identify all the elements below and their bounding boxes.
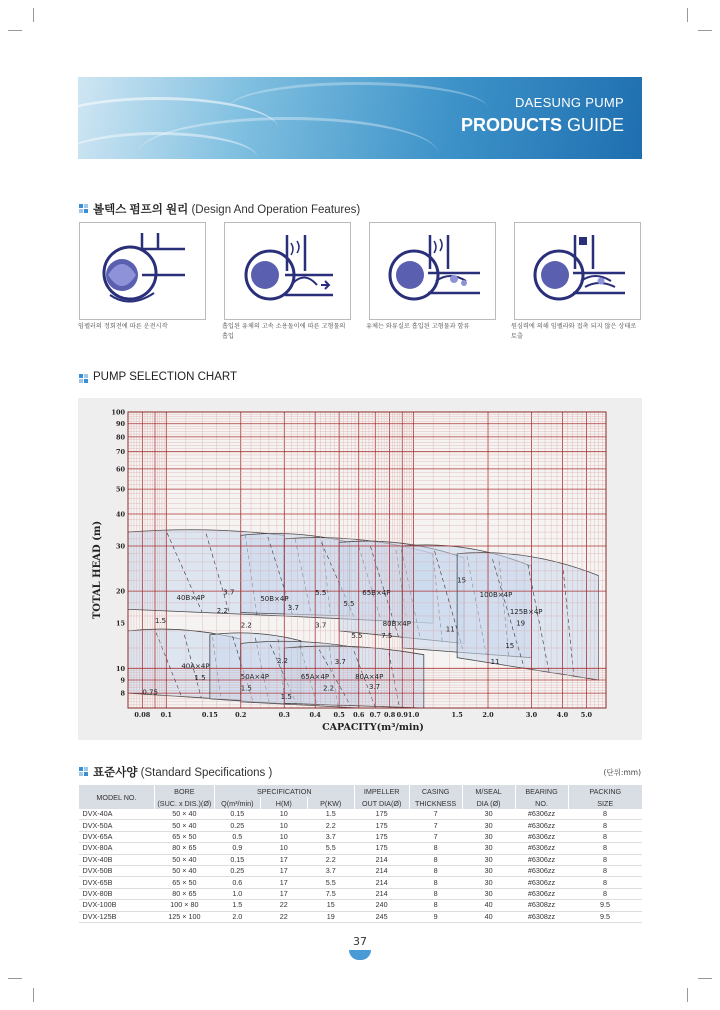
th-suc-dis: (SUC. x DIS.)(Ø): [154, 797, 214, 809]
table-row: [79, 877, 643, 888]
page-tab-decoration: [349, 950, 371, 960]
motor-kw-label: 3.7: [287, 603, 299, 612]
table-cell: 3.7: [307, 865, 354, 876]
operation-diagram-3: [369, 222, 496, 320]
section-title-en: (Design And Operation Features): [188, 204, 361, 216]
table-cell: DVX-50A: [79, 820, 155, 831]
crop-mark: [687, 988, 688, 1002]
table-cell: 50 × 40: [154, 865, 214, 876]
motor-kw-label: 2.2: [216, 607, 228, 616]
x-tick-label: 4.0: [556, 711, 569, 719]
crop-mark: [8, 978, 22, 979]
motor-kw-label: 3.7: [315, 621, 327, 630]
x-tick-label: 0.7: [369, 711, 381, 719]
table-cell: 5.5: [307, 843, 354, 854]
motor-kw-label: 1.5: [154, 617, 167, 626]
th-h: H(M): [260, 797, 307, 809]
table-row: [79, 809, 643, 820]
table-cell: 8: [568, 820, 642, 831]
motor-kw-label: 5.5: [351, 632, 363, 641]
th-dia: DIA (Ø): [462, 797, 515, 809]
model-label: 100B×4P: [479, 590, 513, 599]
th-out-dia: OUT DIA(Ø): [354, 797, 409, 809]
operation-diagram-1: [79, 222, 206, 320]
diagram-caption-3: 유체는 와류실로 흡입된 고형물과 함류: [366, 323, 470, 330]
motor-kw-label: 1.5: [240, 684, 252, 693]
table-cell: DVX-40A: [79, 809, 155, 820]
x-axis-label: CAPACITY(m³/min): [322, 722, 424, 733]
banner-title-bold: PRODUCTS: [460, 115, 562, 135]
crop-mark: [687, 8, 688, 22]
table-cell: 0.5: [214, 831, 260, 842]
crop-mark: [698, 30, 712, 31]
table-row: [79, 888, 643, 899]
table-cell: DVX-65B: [79, 877, 155, 888]
table-cell: 10: [260, 843, 307, 854]
table-cell: 214: [354, 854, 409, 865]
x-tick-label: 0.3: [278, 711, 290, 719]
y-axis-label: TOTAL HEAD (m): [92, 520, 103, 620]
table-cell: #6306zz: [515, 865, 568, 876]
x-tick-label: 1.5: [451, 711, 463, 719]
operation-diagram-2: [224, 222, 351, 320]
table-cell: 80 × 65: [154, 843, 214, 854]
th-p: P(KW): [307, 797, 354, 809]
table-cell: #6306zz: [515, 854, 568, 865]
table-cell: 8: [568, 831, 642, 842]
th-q: Q(m³/min): [214, 797, 260, 809]
table-cell: 40: [462, 911, 515, 922]
motor-kw-label: 3.7: [368, 683, 381, 692]
table-cell: 9.5: [568, 911, 642, 922]
crop-mark: [33, 8, 34, 22]
table-cell: 22: [260, 911, 307, 922]
model-label: 80B×4P: [382, 620, 411, 629]
diagram-caption-2: 흡입된 유체의 고속 소용돌이에 따른 고형물의 흡입: [222, 323, 346, 340]
x-tick-label: 0.08: [134, 711, 151, 719]
th-thickness: THICKNESS: [409, 797, 462, 809]
table-cell: 30: [462, 843, 515, 854]
motor-kw-label: 3.7: [223, 588, 235, 597]
table-row: [79, 854, 643, 865]
table-cell: 7: [409, 820, 462, 831]
section-bullet-icon: [79, 767, 89, 777]
x-tick-label: 2.0: [482, 711, 494, 719]
table-cell: 10: [260, 809, 307, 820]
motor-kw-label: 1.5: [280, 692, 292, 701]
model-label: 40B×4P: [176, 593, 205, 602]
table-cell: 175: [354, 831, 409, 842]
model-label: 65B×4P: [362, 589, 391, 598]
y-tick-label: 9: [120, 676, 125, 685]
table-cell: DVX-50B: [79, 865, 155, 876]
table-cell: 175: [354, 820, 409, 831]
motor-kw-label: 0.75: [142, 688, 158, 697]
y-tick-label: 40: [115, 510, 125, 519]
table-cell: 8: [568, 854, 642, 865]
th-size: SIZE: [568, 797, 642, 809]
section-bullet-icon: [79, 374, 89, 384]
table-cell: 50 × 40: [154, 809, 214, 820]
table-cell: 1.5: [214, 900, 260, 911]
table-cell: #6308zz: [515, 900, 568, 911]
table-cell: 30: [462, 820, 515, 831]
model-label: 50A×4P: [240, 672, 269, 681]
operation-diagram-4: [514, 222, 641, 320]
table-cell: 8: [409, 865, 462, 876]
table-cell: 8: [568, 809, 642, 820]
banner-title-light: GUIDE: [561, 115, 624, 135]
x-tick-label: 0.8: [383, 711, 396, 719]
th-impeller: IMPELLER: [354, 785, 409, 797]
section-title-chart: PUMP SELECTION CHART: [93, 371, 237, 383]
table-cell: 8: [409, 877, 462, 888]
table-cell: 10: [260, 820, 307, 831]
motor-kw-label: 5.5: [315, 589, 327, 598]
th-packing: PACKING: [568, 785, 642, 797]
th-mseal: [462, 785, 515, 797]
table-cell: 30: [462, 831, 515, 842]
y-tick-label: 60: [115, 465, 125, 474]
motor-kw-label: 1.5: [194, 674, 206, 683]
table-cell: 30: [462, 809, 515, 820]
motor-kw-label: 11: [445, 625, 455, 634]
motor-kw-label: 11: [490, 657, 500, 666]
table-cell: 7.5: [307, 888, 354, 899]
table-cell: 214: [354, 877, 409, 888]
table-cell: 0.15: [214, 809, 260, 820]
x-tick-label: 1.0: [407, 711, 420, 719]
table-cell: 19: [307, 911, 354, 922]
table-cell: 2.0: [214, 911, 260, 922]
table-cell: 40: [462, 900, 515, 911]
table-cell: 10: [260, 831, 307, 842]
table-row: [79, 911, 643, 922]
motor-kw-label: 15: [505, 642, 515, 651]
header-banner: [78, 77, 642, 159]
table-row: [79, 843, 643, 854]
table-cell: #6306zz: [515, 820, 568, 831]
table-cell: 5.5: [307, 877, 354, 888]
th-mseal-top: M/SEAL: [475, 786, 502, 796]
table-row: [79, 831, 643, 842]
table-cell: 245: [354, 911, 409, 922]
y-tick-label: 20: [115, 587, 125, 596]
table-cell: 30: [462, 877, 515, 888]
table-cell: 15: [307, 900, 354, 911]
table-cell: #6306zz: [515, 877, 568, 888]
table-cell: DVX-40B: [79, 854, 155, 865]
table-row: [79, 865, 643, 876]
diagram-caption-1: 임펠러의 정회전에 따른 운전시작: [78, 323, 168, 330]
y-tick-label: 10: [115, 664, 125, 673]
table-cell: 8: [568, 865, 642, 876]
table-cell: 30: [462, 865, 515, 876]
table-cell: DVX-125B: [79, 911, 155, 922]
table-cell: 8: [409, 854, 462, 865]
crop-mark: [8, 30, 22, 31]
crop-mark: [33, 988, 34, 1002]
table-cell: 50 × 40: [154, 820, 214, 831]
table-cell: 0.6: [214, 877, 260, 888]
table-cell: 0.25: [214, 865, 260, 876]
table-cell: DVX-100B: [79, 900, 155, 911]
table-row: [79, 820, 643, 831]
y-tick-label: 8: [120, 689, 125, 698]
x-tick-label: 0.1: [160, 711, 172, 719]
y-tick-label: 50: [115, 485, 125, 494]
table-cell: #6306zz: [515, 809, 568, 820]
table-cell: 17: [260, 877, 307, 888]
table-cell: 1.0: [214, 888, 260, 899]
y-tick-label: 100: [111, 408, 125, 417]
th-no: NO.: [515, 797, 568, 809]
table-cell: 17: [260, 888, 307, 899]
table-cell: 8: [568, 888, 642, 899]
table-cell: DVX-80B: [79, 888, 155, 899]
th-model: MODEL NO.: [79, 785, 155, 809]
table-cell: 214: [354, 865, 409, 876]
table-cell: 17: [260, 865, 307, 876]
chart-svg: [78, 398, 642, 740]
pump-selection-chart: [78, 398, 642, 740]
motor-kw-label: 7.5: [381, 632, 393, 641]
table-cell: #6306zz: [515, 843, 568, 854]
x-tick-label: 0.4: [309, 711, 321, 719]
banner-title: [461, 115, 624, 136]
unit-note: (단위:mm): [603, 768, 641, 777]
x-tick-label: 0.2: [235, 711, 247, 719]
diagram-caption-4: 원심력에 의해 임펠라와 접촉 되지 않은 상태로 토출: [511, 323, 637, 340]
table-cell: 7: [409, 831, 462, 842]
section-title-kr: 볼텍스 펌프의 원리: [93, 204, 189, 216]
spec-table: [78, 785, 642, 923]
table-cell: #6308zz: [515, 911, 568, 922]
th-bore: BORE: [154, 785, 214, 797]
table-cell: 175: [354, 843, 409, 854]
table-cell: 2.2: [307, 854, 354, 865]
table-cell: DVX-65A: [79, 831, 155, 842]
y-tick-label: 70: [115, 448, 125, 457]
table-cell: 30: [462, 854, 515, 865]
table-cell: 125 × 100: [154, 911, 214, 922]
model-label: 40A×4P: [181, 662, 210, 671]
banner-subtitle: DAESUNG PUMP: [514, 95, 624, 110]
table-cell: #6306zz: [515, 831, 568, 842]
section-title-kr: 표준사양: [93, 767, 138, 779]
section-title-specs: [93, 764, 272, 780]
table-cell: 65 × 50: [154, 877, 214, 888]
x-tick-label: 3.0: [525, 711, 538, 719]
section-title-operation: [93, 201, 360, 217]
table-cell: 8: [409, 843, 462, 854]
table-cell: DVX-80A: [79, 843, 155, 854]
table-cell: 65 × 50: [154, 831, 214, 842]
section-bullet-icon: [79, 204, 89, 214]
th-specification: SPECIFICATION: [214, 785, 354, 797]
table-cell: 0.9: [214, 843, 260, 854]
motor-kw-label: 19: [516, 619, 526, 628]
model-label: 65A×4P: [300, 672, 330, 681]
y-tick-label: 15: [115, 619, 125, 628]
motor-kw-label: 2.2: [322, 684, 335, 693]
table-cell: 50 × 40: [154, 854, 214, 865]
table-cell: 175: [354, 809, 409, 820]
table-cell: 240: [354, 900, 409, 911]
table-cell: 1.5: [307, 809, 354, 820]
table-cell: #6306zz: [515, 888, 568, 899]
crop-mark: [698, 978, 712, 979]
table-cell: 3.7: [307, 831, 354, 842]
model-label: 80A×4P: [355, 672, 384, 681]
table-cell: 8: [568, 877, 642, 888]
th-bearing: BEARING: [515, 785, 568, 797]
table-cell: 214: [354, 888, 409, 899]
table-cell: 2.2: [307, 820, 354, 831]
x-tick-label: 0.15: [201, 711, 218, 719]
motor-kw-label: 15: [457, 576, 467, 585]
table-cell: 8: [409, 888, 462, 899]
y-tick-label: 80: [115, 433, 125, 442]
model-label: 50B×4P: [260, 595, 289, 604]
y-tick-label: 30: [115, 542, 125, 551]
table-cell: 9.5: [568, 900, 642, 911]
table-cell: 9: [409, 911, 462, 922]
table-cell: 0.15: [214, 854, 260, 865]
table-cell: 7: [409, 809, 462, 820]
table-row: [79, 900, 643, 911]
motor-kw-label: 5.5: [343, 600, 355, 609]
table-cell: 22: [260, 900, 307, 911]
section-title-en: (Standard Specifications ): [137, 767, 273, 779]
y-tick-label: 90: [115, 420, 125, 429]
table-cell: 30: [462, 888, 515, 899]
x-tick-label: 5.0: [580, 711, 593, 719]
x-tick-label: 0.6: [353, 711, 365, 719]
table-cell: 80 × 65: [154, 888, 214, 899]
th-casing: CASING: [409, 785, 462, 797]
table-cell: 17: [260, 854, 307, 865]
page-number: 37: [353, 935, 367, 948]
table-cell: 100 × 80: [154, 900, 214, 911]
table-cell: 8: [409, 900, 462, 911]
table-cell: 8: [568, 843, 642, 854]
motor-kw-label: 2.2: [240, 621, 252, 630]
x-tick-label: 0.9: [396, 711, 408, 719]
model-label: 125B×4P: [509, 607, 543, 616]
motor-kw-label: 3.7: [334, 657, 346, 666]
motor-kw-label: 2.2: [276, 656, 289, 665]
table-cell: 0.25: [214, 820, 260, 831]
x-tick-label: 0.5: [333, 711, 345, 719]
